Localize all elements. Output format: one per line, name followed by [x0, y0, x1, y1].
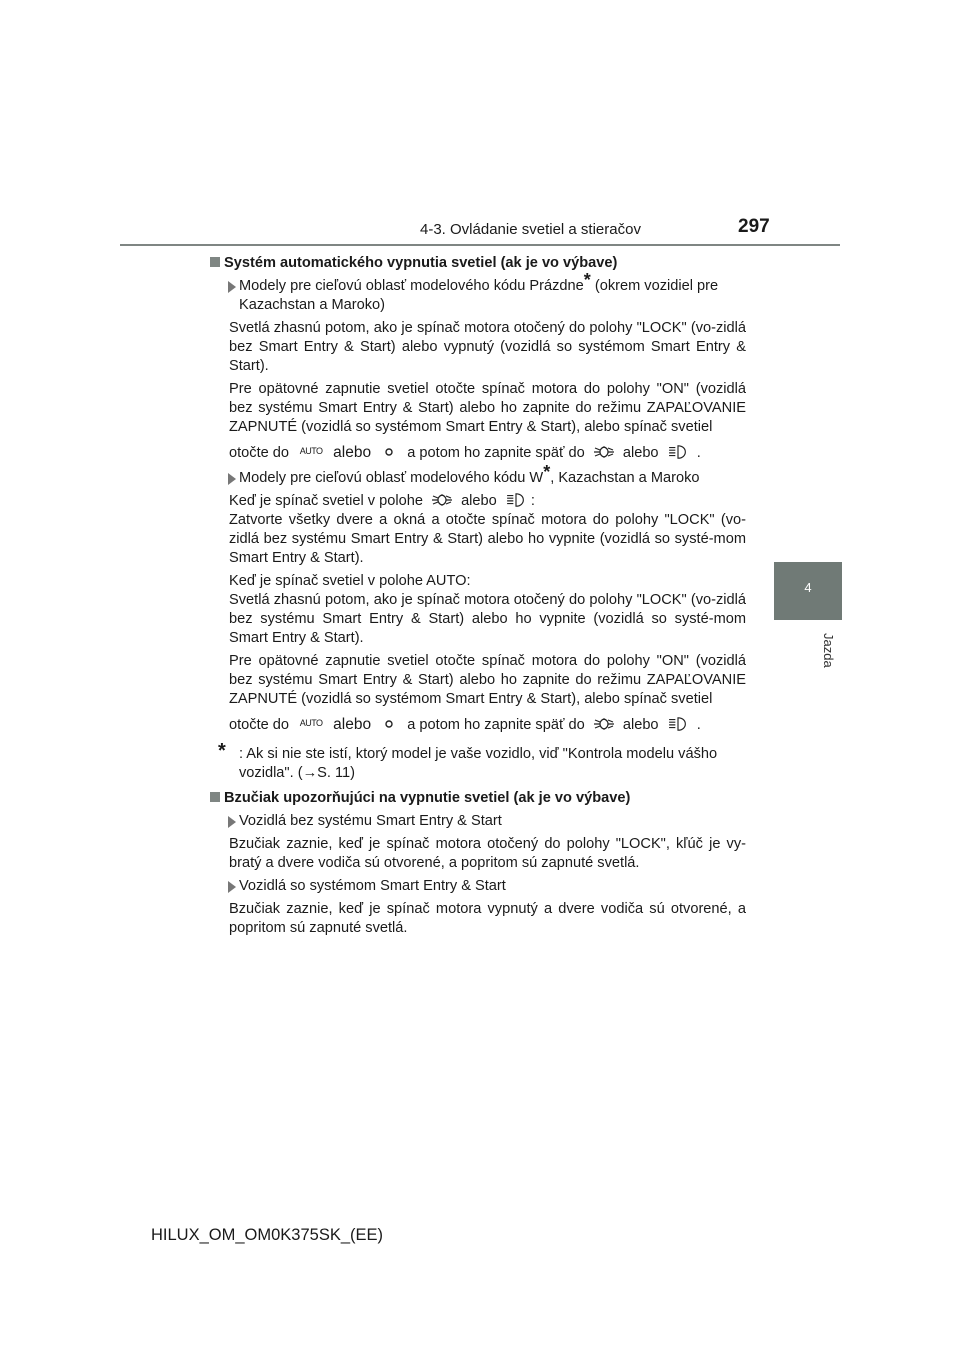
footnote-star: * — [583, 270, 591, 290]
footnote — [210, 740, 746, 783]
model-bullet — [210, 812, 746, 831]
section-heading — [210, 254, 746, 273]
line-text: alebo — [333, 444, 372, 461]
footnote-star: * — [218, 740, 226, 762]
document-code-footer: HILUX_OM_OM0K375SK_(EE) — [151, 1226, 384, 1244]
condition-lead: Keď je spínač svetiel v polohe AUTO: — [229, 573, 471, 589]
tail-light-icon — [592, 444, 616, 460]
section-title: Systém automatického vypnutia svetiel (ak je vo výbave) — [224, 255, 618, 271]
line-text: a potom ho zapnite späť do — [407, 717, 585, 733]
paragraph: Svetlá zhasnú potom, ako je spínač motora otočený do polohy "LOCK" (vo-zidlá bez Smart Entry & Start) alebo vypnutý (vozidlá so systémom Smart Entry & Start). — [229, 320, 746, 374]
model-bullet — [210, 270, 746, 315]
line-text: Keď je spínač svetiel v polohe — [229, 493, 423, 509]
line-text: alebo — [622, 717, 659, 733]
bullet-text: Vozidlá so systémom Smart Entry & Start — [239, 878, 506, 894]
paragraph: Pre opätovné zapnutie svetiel otočte spínač motora do polohy "ON" (vozidlá bez systému Smart Entry & Start) alebo ho zapnite do režimu ZAPAĽOVANIE ZAPNUTÉ (vozidlá so systémom Smart Entry & Start), alebo spínač svetiel — [229, 381, 746, 435]
headlight-icon — [666, 716, 690, 732]
bullet-text-tail: (okrem vozidiel pre Kazachstan a Maroko) — [239, 278, 719, 313]
header-section-title: 4-3. Ovládanie svetiel a stieračov — [420, 221, 641, 238]
line-text: otočte do — [229, 445, 290, 461]
tail-light-icon — [430, 492, 454, 508]
line-text: otočte do — [229, 717, 290, 733]
icon-instruction-line — [210, 437, 746, 469]
bullet-text: Vozidlá bez systému Smart Entry & Start — [239, 813, 502, 829]
condition-lead — [210, 492, 746, 511]
chapter-tab — [774, 562, 842, 620]
bullet-text: Modely pre cieľovú oblasť modelového kódu Prázdne — [239, 278, 584, 294]
paragraph: Bzučiak zaznie, keď je spínač motora otočený do polohy "LOCK", kľúč je vy-bratý a dvere vodiča sú otvorené, a popritom sú zapnuté svetlá. — [229, 836, 746, 871]
paragraph: Pre opätovné zapnutie svetiel otočte spínač motora do polohy "ON" (vozidlá bez systému Smart Entry & Start) alebo ho zapnite do režimu ZAPAĽOVANIE ZAPNUTÉ (vozidlá so systémom Smart Entry & Start), alebo spínač svetiel — [229, 653, 746, 707]
paragraph: Bzučiak zaznie, keď je spínač motora vypnutý a dvere vodiča sú otvorené, a popritom sú zapnuté svetlá. — [229, 901, 746, 936]
tail-light-icon — [592, 716, 616, 732]
line-text: alebo — [461, 493, 497, 509]
lights-off-icon — [378, 444, 400, 460]
line-text: a potom ho zapnite späť do — [407, 445, 585, 461]
square-bullet-icon — [210, 792, 220, 802]
headlight-icon — [666, 444, 690, 460]
triangle-bullet-icon — [228, 816, 236, 828]
model-bullet — [210, 462, 746, 488]
chapter-tab-label: Jazda — [821, 632, 836, 668]
section-heading — [210, 789, 746, 808]
paragraph: Zatvorte všetky dvere a okná a otočte spínač motora do polohy "LOCK" (vo-zidlá bez systému Smart Entry & Start) alebo ho vypnite (vozidlá so systé-mom Smart Entry & Start). — [229, 512, 746, 566]
auto-light-icon: AUTO — [299, 446, 323, 456]
line-text: alebo — [333, 716, 372, 733]
page-content — [210, 254, 746, 942]
bullet-text-tail: , Kazachstan a Maroko — [550, 470, 700, 486]
line-text: : — [530, 493, 535, 509]
section-title: Bzučiak upozorňujúci na vypnutie svetiel (ak je vo výbave) — [224, 790, 631, 806]
footnote-text: : Ak si nie ste istí, ktorý model je vaše vozidlo, viď "Kontrola modelu vášho vozidla". (→S. 11) — [239, 746, 718, 781]
chapter-tab-number: 4 — [804, 580, 812, 595]
header-divider — [120, 244, 840, 246]
page-number: 297 — [738, 216, 770, 237]
icon-instruction-line — [210, 709, 746, 741]
footnote-star: * — [543, 462, 551, 482]
line-text: . — [696, 717, 701, 733]
triangle-bullet-icon — [228, 881, 236, 893]
square-bullet-icon — [210, 257, 220, 267]
line-text: . — [696, 445, 701, 461]
auto-light-icon: AUTO — [299, 718, 323, 728]
triangle-bullet-icon — [228, 281, 236, 293]
headlight-icon — [504, 492, 528, 508]
model-bullet — [210, 877, 746, 896]
bullet-text: Modely pre cieľovú oblasť modelového kódu W — [239, 470, 544, 486]
paragraph: Svetlá zhasnú potom, ako je spínač motora otočený do polohy "LOCK" (vo-zidlá bez systému Smart Entry & Start) alebo ho vypnite (vozidlá so systé-mom Smart Entry & Start). — [229, 592, 746, 646]
line-text: alebo — [622, 445, 659, 461]
lights-off-icon — [378, 716, 400, 732]
triangle-bullet-icon — [228, 473, 236, 485]
